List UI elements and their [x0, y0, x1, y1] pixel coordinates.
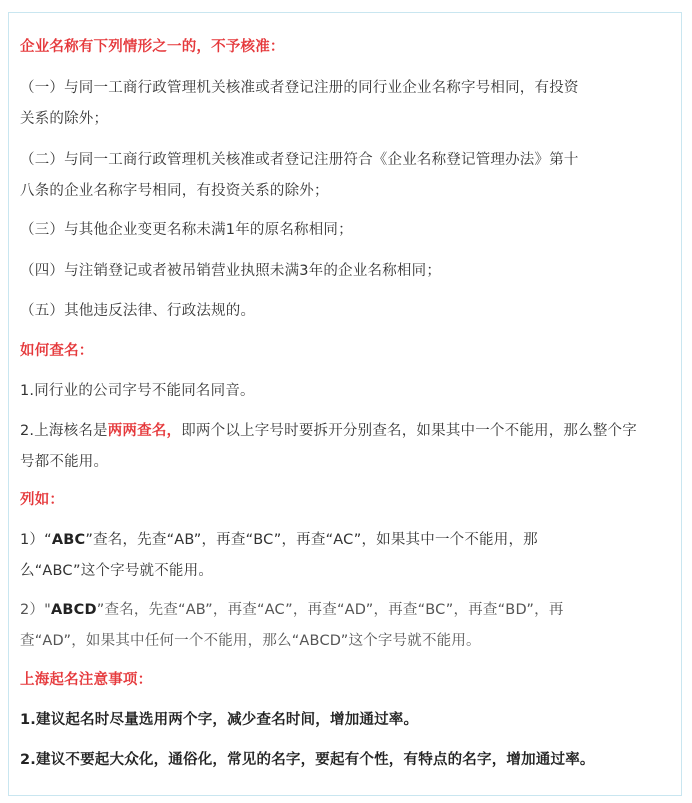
example-2-line-1 [20, 599, 564, 621]
condition-2-line-1: （二）与同一工商行政管理机关核准或者登记注册符合《企业名称登记管理办法》第十 [20, 152, 579, 168]
condition-1-line-2: 关系的除外； [20, 111, 109, 127]
condition-1-line-1: （一）与同一工商行政管理机关核准或者登记注册的同行业企业名称字号相同，有投资 [20, 80, 579, 96]
rule-2-line-2: 号都不能用。 [20, 454, 109, 470]
example-2-line-2: 查“AD”，如果其中任何一个不能用，那么“ABCD”这个字号就不能用。 [20, 633, 481, 649]
condition-3: （三）与其他企业变更名称未满1年的原名称相同； [20, 222, 353, 238]
heading-how-to-check-name: 如何查名： [20, 343, 94, 359]
example-1-rest: ”查名，先查“AB”，再查“BC”，再查“AC”，如果其中一个不能用，那 [85, 532, 538, 548]
example-1-line-2: 么“ABC”这个字号就不能用。 [20, 563, 214, 579]
rule-2-highlight: 两两查名， [107, 423, 182, 439]
condition-4: （四）与注销登记或者被吊销营业执照未满3年的企业名称相同； [20, 263, 442, 279]
tip-2: 2.建议不要起大众化，通俗化，常见的名字，要起有个性，有特点的名字，增加通过率。 [20, 752, 595, 768]
example-2-prefix: 2）" [20, 602, 51, 618]
example-2-rest: ”查名，先查“AB”，再查“AC”，再查“AD”，再查“BC”，再查“BD”，再 [96, 602, 564, 618]
heading-naming-tips: 上海起名注意事项： [20, 672, 153, 688]
rule-1: 1.同行业的公司字号不能同名同音。 [20, 383, 255, 399]
condition-2-line-2: 八条的企业名称字号相同，有投资关系的除外； [20, 183, 329, 199]
tip-1: 1.建议起名时尽量选用两个字，减少查名时间，增加通过率。 [20, 712, 419, 728]
rule-2-rest: 即两个以上字号时要拆开分别查名，如果其中一个不能用，那么整个字 [181, 423, 637, 439]
heading-examples: 列如： [20, 492, 65, 508]
example-1-prefix: 1）“ [20, 532, 52, 548]
example-2-name: ABCD [51, 602, 97, 618]
heading-rejection-conditions: 企业名称有下列情形之一的，不予核准： [20, 39, 285, 55]
condition-5: （五）其他违反法律、行政法规的。 [20, 303, 256, 319]
example-1-name: ABC [51, 532, 86, 548]
rule-2-line-1 [20, 420, 637, 442]
rule-2-prefix: 2.上海核名是 [20, 423, 108, 439]
example-1-line-1 [20, 529, 538, 551]
